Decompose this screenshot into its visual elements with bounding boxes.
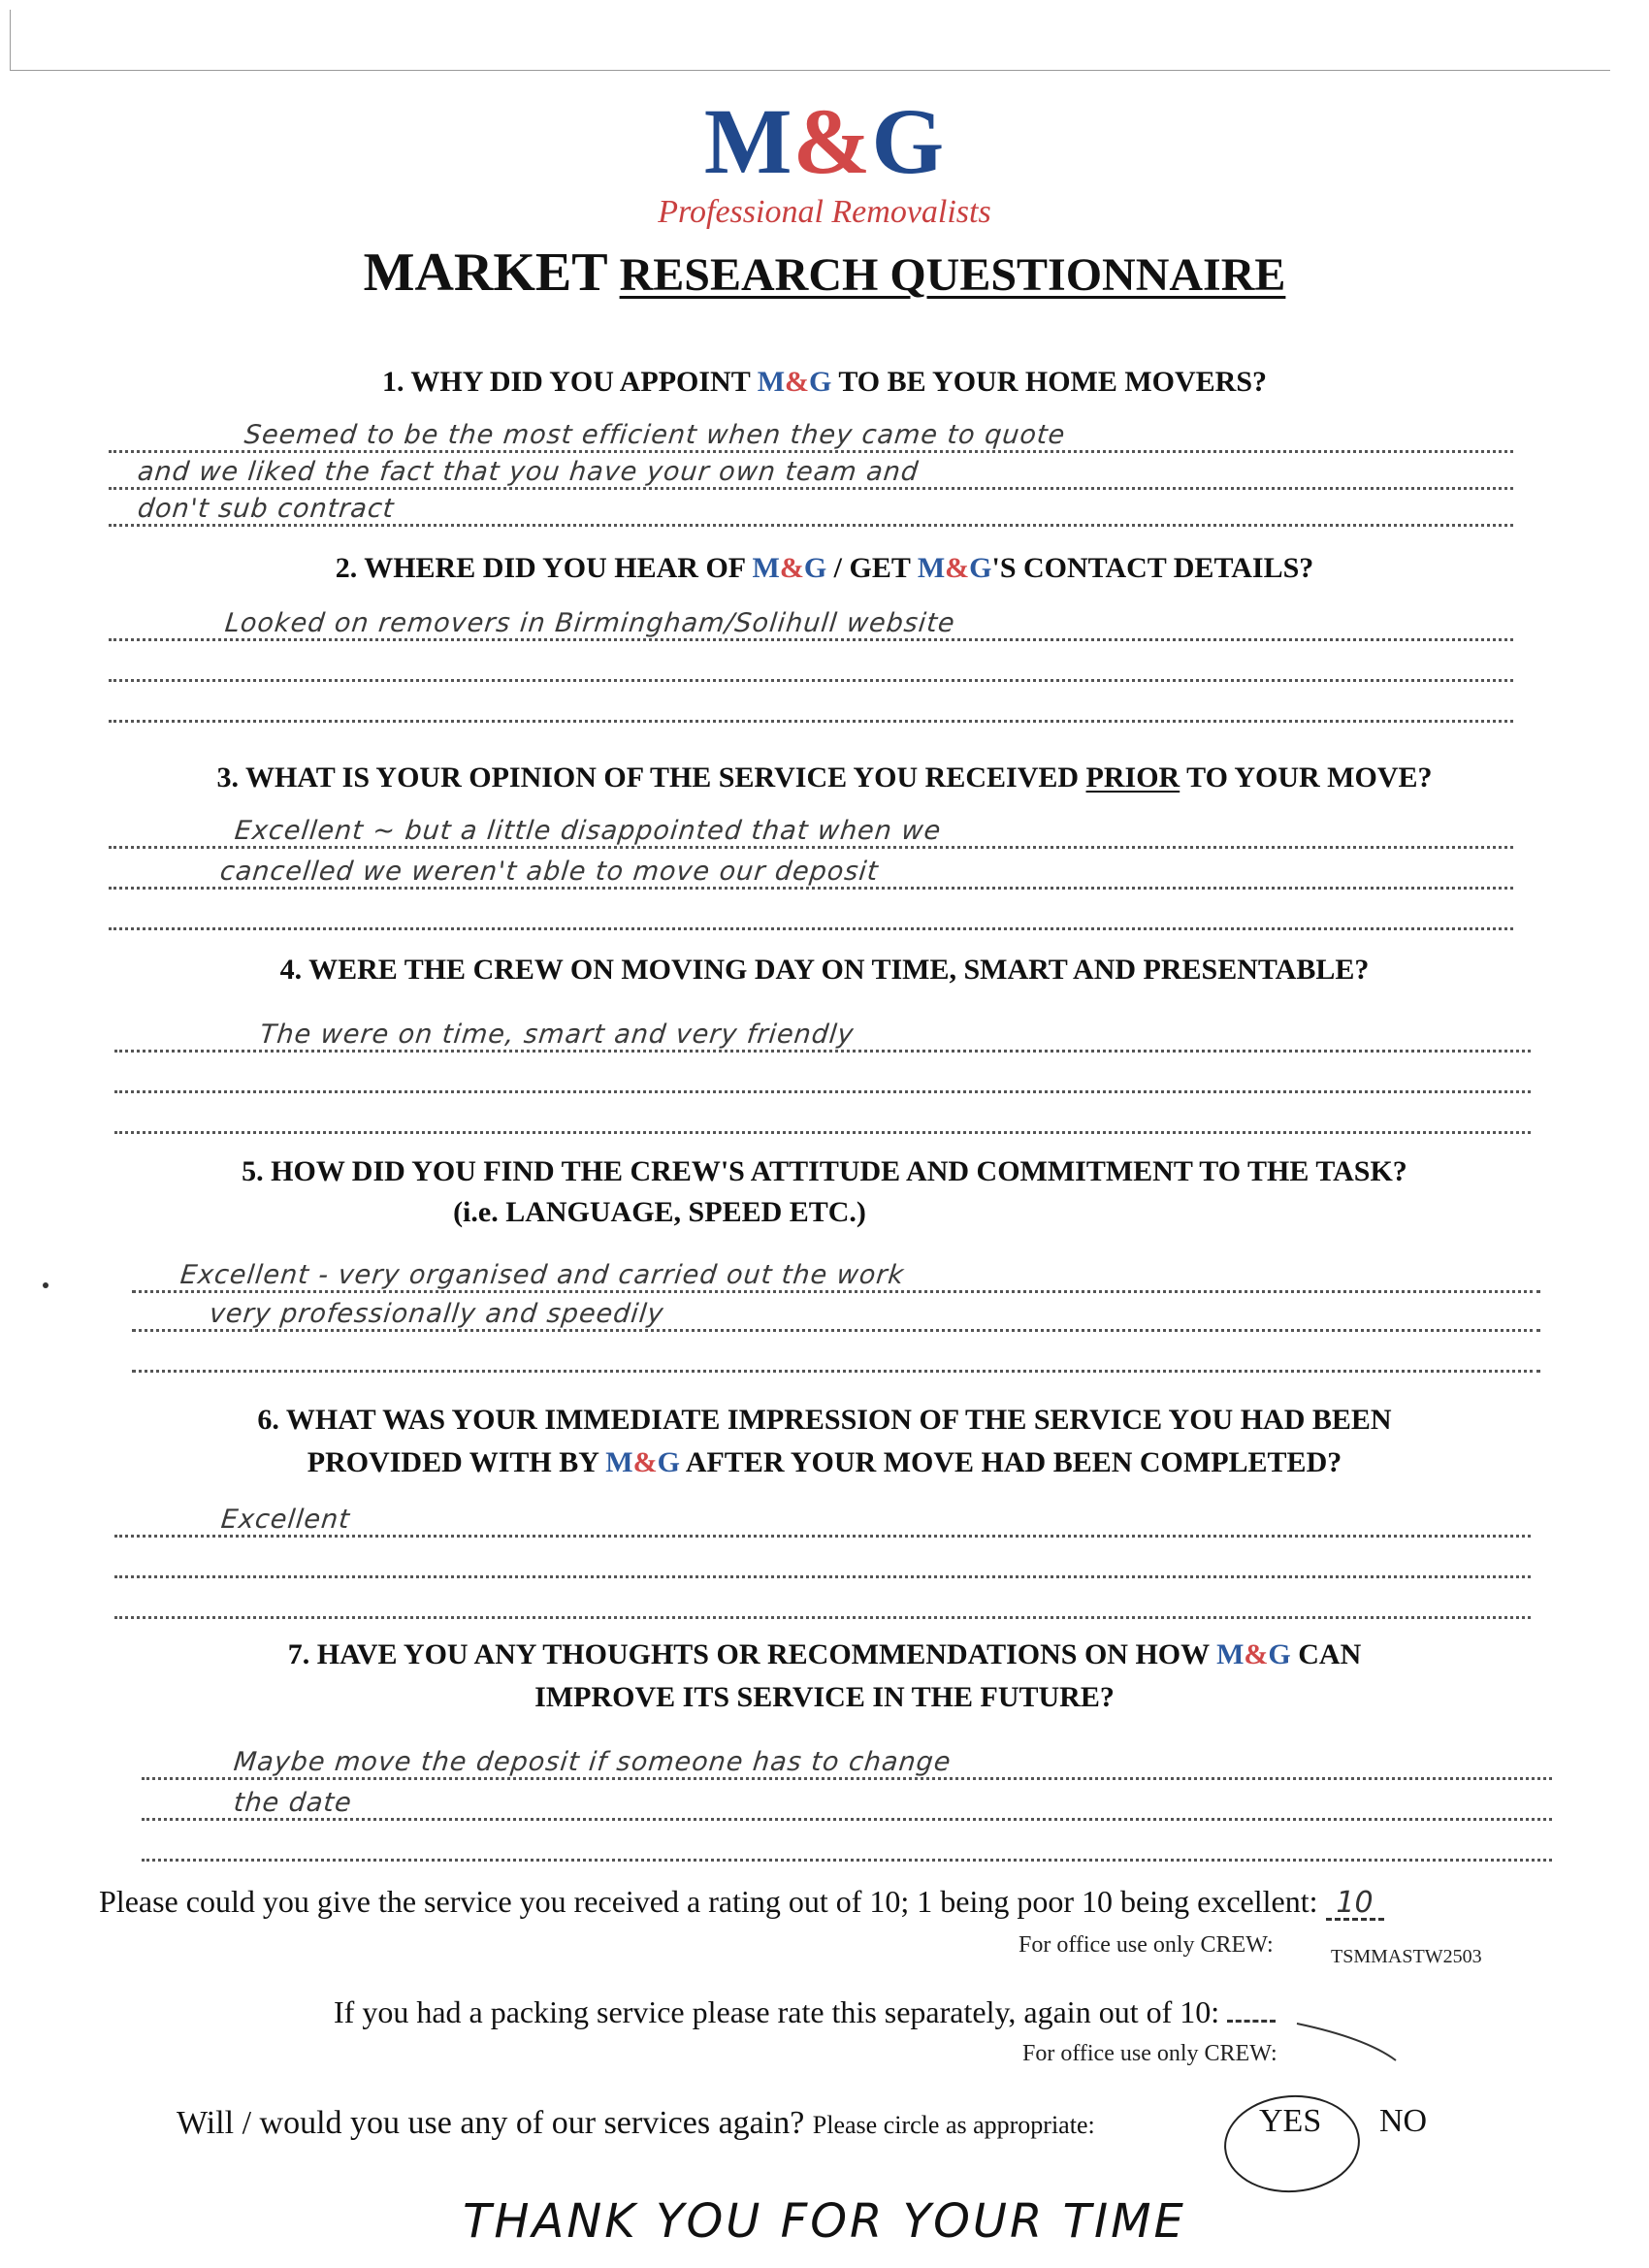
rating-row: Please could you give the service you received a rating out of 10; 1 being poor 10 being excellent: 10: [99, 1884, 1384, 1921]
answer-line[interactable]: [114, 1102, 1531, 1134]
brand-inline: M&G: [757, 366, 832, 398]
answer-line[interactable]: [109, 898, 1513, 930]
answer-line[interactable]: [114, 1546, 1531, 1578]
reuse-row: Will / would you use any of our services again? Please circle as appropriate:: [177, 2105, 1095, 2141]
company-logo: M&G: [703, 89, 946, 193]
question-6: 6. WHAT WAS YOUR IMMEDIATE IMPRESSION OF THE SERVICE YOU HAD BEEN: [257, 1404, 1392, 1436]
question-4: 4. WERE THE CREW ON MOVING DAY ON TIME, SMART AND PRESENTABLE?: [279, 954, 1370, 986]
thank-you-footer: THANK YOU FOR YOUR TIME: [463, 2194, 1186, 2249]
answer-line[interactable]: [114, 1061, 1531, 1093]
office-use-label: For office use only CREW:: [1018, 1932, 1274, 1958]
rating-field[interactable]: 10: [1326, 1889, 1384, 1921]
answer-line[interactable]: The were on time, smart and very friendly: [114, 1021, 1531, 1053]
answer-line[interactable]: and we liked the fact that you have your own team and: [109, 458, 1513, 490]
scan-edge-mark: [10, 10, 11, 70]
answer-line[interactable]: cancelled we weren't able to move our deposit: [109, 858, 1513, 890]
answer-line[interactable]: Excellent: [114, 1506, 1531, 1538]
question-3: 3. WHAT IS YOUR OPINION OF THE SERVICE YOU RECEIVED PRIOR TO YOUR MOVE?: [216, 761, 1433, 794]
brand-inline: M&G: [752, 552, 827, 584]
brand-inline: M&G: [1216, 1638, 1291, 1670]
answer-line[interactable]: [109, 650, 1513, 682]
answer-line[interactable]: Looked on removers in Birmingham/Solihull website: [109, 609, 1513, 641]
question-7-line2: IMPROVE ITS SERVICE IN THE FUTURE?: [534, 1681, 1115, 1713]
answer-line[interactable]: [132, 1341, 1540, 1373]
answer-line[interactable]: Excellent - very organised and carried out the work: [132, 1261, 1540, 1293]
answer-line[interactable]: [114, 1587, 1531, 1619]
brand-inline: M&G: [917, 552, 992, 584]
answer-line[interactable]: Maybe move the deposit if someone has to change: [142, 1748, 1552, 1780]
answer-line[interactable]: the date: [142, 1789, 1552, 1821]
office-use-label-packing: For office use only CREW:: [1022, 2041, 1277, 2066]
no-option[interactable]: NO: [1379, 2103, 1428, 2139]
stray-mark: [43, 1282, 48, 1288]
question-7: 7. HAVE YOU ANY THOUGHTS OR RECOMMENDATIONS ON HOW M&G CAN: [287, 1638, 1362, 1670]
yes-option[interactable]: YES: [1259, 2103, 1322, 2139]
packing-rating-row: If you had a packing service please rate this separately, again out of 10:: [334, 1994, 1276, 2030]
question-2: 2. WHERE DID YOU HEAR OF M&G / GET M&G'S CONTACT DETAILS?: [335, 552, 1314, 584]
question-6-line2: PROVIDED WITH BY M&G AFTER YOUR MOVE HAD BEEN COMPLETED?: [307, 1446, 1342, 1478]
page-title: MARKET RESEARCH QUESTIONNAIRE: [363, 243, 1286, 303]
question-5: 5. HOW DID YOU FIND THE CREW'S ATTITUDE AND COMMITMENT TO THE TASK?: [242, 1155, 1407, 1187]
answer-line[interactable]: very professionally and speedily: [132, 1300, 1540, 1332]
answer-line[interactable]: Excellent ~ but a little disappointed that when we: [109, 817, 1513, 849]
question-1: 1. WHY DID YOU APPOINT M&G TO BE YOUR HOME MOVERS?: [381, 366, 1268, 398]
office-crew-code: TSMMASTW2503: [1331, 1946, 1482, 1967]
question-5-subtext: (i.e. LANGUAGE, SPEED ETC.): [453, 1196, 866, 1228]
company-tagline: Professional Removalists: [658, 194, 991, 230]
answer-line[interactable]: Seemed to be the most efficient when they came to quote: [109, 421, 1513, 453]
brand-inline: M&G: [605, 1446, 680, 1478]
answer-line[interactable]: [142, 1830, 1552, 1862]
answer-line[interactable]: [109, 691, 1513, 723]
scan-edge-line: [10, 70, 1610, 71]
answer-line[interactable]: don't sub contract: [109, 495, 1513, 527]
pen-stroke: [1295, 2018, 1402, 2066]
packing-rating-field[interactable]: [1227, 2020, 1276, 2023]
